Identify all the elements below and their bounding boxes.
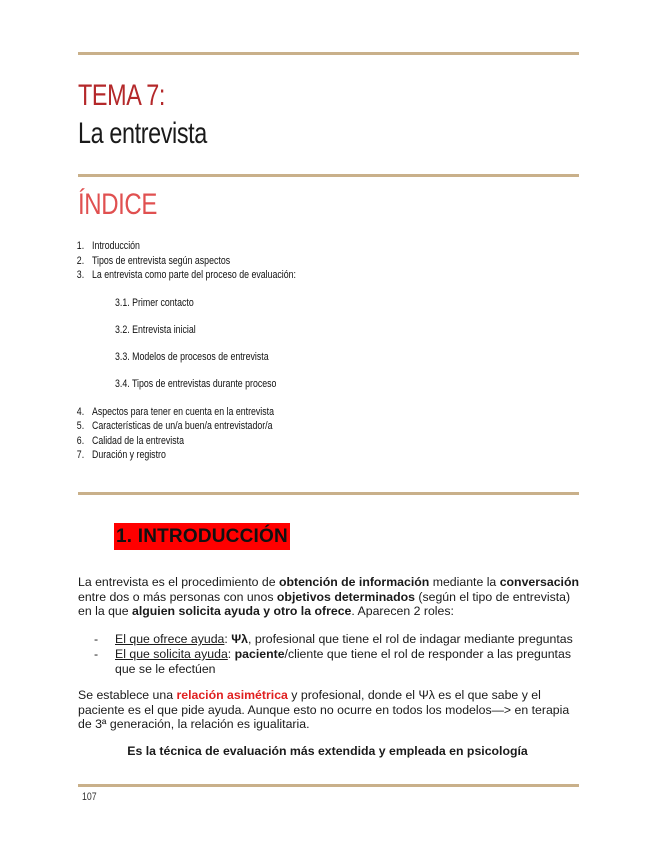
bullet-item: El que ofrece ayuda: Ψλ, profesional que tiene el rol de indagar mediante preguntas <box>115 632 573 646</box>
index-title: ÍNDICE <box>78 188 157 221</box>
index-subitem: 3.3. Modelos de procesos de entrevista <box>115 351 269 363</box>
index-subitem: 3.1. Primer contacto <box>115 297 194 309</box>
title-rule <box>78 174 579 177</box>
bullet-item: El que solicita ayuda: paciente/cliente que tiene el rol de responder a las preguntas que se le efectúen <box>115 647 571 676</box>
closing-statement: Es la técnica de evaluación más extendida y empleada en psicología <box>127 744 528 758</box>
bullet-dash: - <box>94 632 99 646</box>
index-subitem: 3.4. Tipos de entrevistas durante proceso <box>115 378 277 390</box>
top-rule <box>78 52 579 55</box>
intro-paragraph: La entrevista es el procedimiento de obtención de información mediante la conversación entre dos o más personas con unos objetivos determinados (según el tipo de entrevista) en la que alguien solicita ayuda y otro la ofrece. Aparecen 2 roles: <box>78 575 579 619</box>
tema-title: La entrevista <box>78 117 207 150</box>
page-number: 107 <box>82 791 97 803</box>
bullet-dash: - <box>94 647 99 661</box>
relation-paragraph: Se establece una relación asimétrica y profesional, donde el Ψλ es el que sabe y el paciente es el que pide ayuda. Aunque esto no ocurre en todos los modelos—> en terapia de 3ª generación, la relación es igualitaria. <box>78 688 570 732</box>
index-rule <box>78 492 579 495</box>
tema-label: TEMA 7: <box>78 79 166 112</box>
index-subitem: 3.2. Entrevista inicial <box>115 324 196 336</box>
section-heading: 1. INTRODUCCIÓN <box>114 523 290 550</box>
footer-rule <box>78 784 579 787</box>
